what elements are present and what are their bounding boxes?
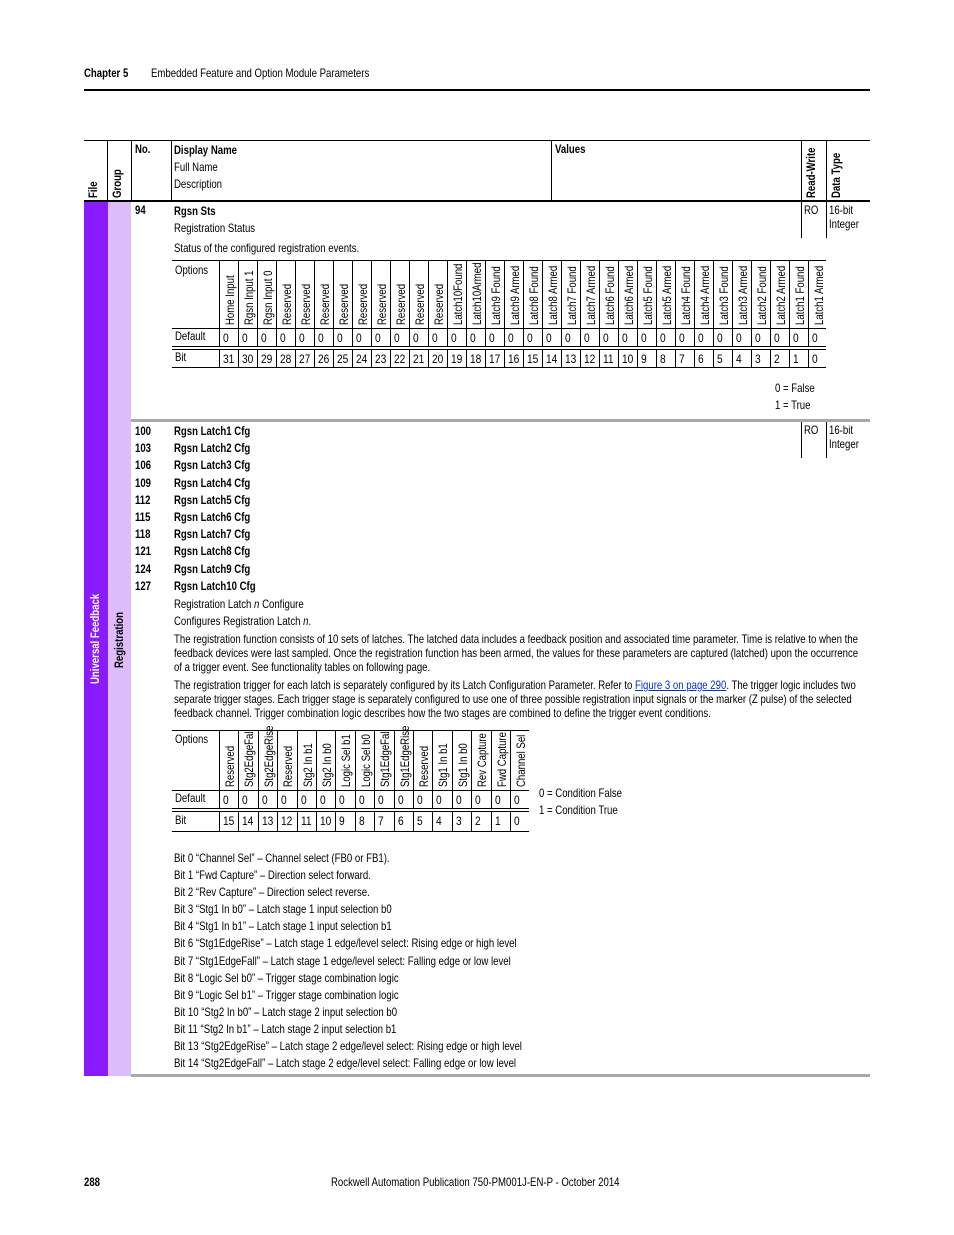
bit-cell: 11 [297, 812, 316, 831]
bit-note: Bit 11 “Stg2 In b1” – Latch stage 2 input selection b1 [174, 1021, 397, 1036]
param94-legend: 0 = False 1 = True [775, 381, 815, 412]
bit-cell: 3 [751, 350, 770, 367]
default-cell: 0 [599, 329, 618, 346]
param100-para1: The registration function consists of 10 sets of latches. The latched data includes a feedback position and associated time parameter. Time is relative to when the feedback devices were last sampled. Once the registration function has been armed, the values for these parameters are captured (latched) upon the occurrence of a trigger event. See functionality tables on following page. [174, 632, 859, 674]
option-header: Latch8 Found [523, 261, 542, 328]
bit-note: Bit 13 “Stg2EdgeRise” – Latch stage 2 edge/level select: Rising edge or high level [174, 1039, 522, 1054]
bit-cell: 6 [394, 812, 413, 831]
default-cell: 0 [808, 329, 827, 346]
bit-note: Bit 0 “Channel Sel” – Channel select (FB0 or FB1). [174, 851, 390, 865]
bit-cell: 12 [277, 812, 296, 831]
bit-cell: 29 [257, 350, 276, 367]
file-label: Universal Feedback [88, 593, 102, 684]
bit-cell: 11 [599, 350, 618, 367]
option-header: Channel Sel [510, 731, 529, 790]
default-cell: 0 [219, 791, 238, 808]
option-header: Stg1 In b0 [452, 731, 471, 790]
default-cell: 0 [428, 329, 447, 346]
option-header: Reserved [352, 261, 371, 328]
default-cell: 0 [238, 329, 257, 346]
option-header: Stg2 In b0 [316, 731, 335, 790]
param94-options-label: Options [175, 263, 209, 277]
default-cell: 0 [374, 791, 393, 808]
option-header: Rev Capture [471, 731, 490, 790]
option-header: Home Input [219, 261, 238, 328]
bit-note: Bit 1 “Fwd Capture” – Direction select forward. [174, 868, 371, 883]
bit-cell: 26 [314, 350, 333, 367]
col-no-header: No. [135, 142, 151, 156]
option-header: Logic Sel b1 [335, 731, 354, 790]
param-number: 100 [135, 424, 152, 438]
param-display-name: Rgsn Latch10 Cfg [174, 578, 256, 593]
table-bottom-rule [131, 1074, 870, 1077]
option-header: Latch6 Found [599, 261, 618, 328]
option-header: Reserved [371, 261, 390, 328]
publication-info: Rockwell Automation Publication 750-PM001J-EN-P - October 2014 [331, 1175, 620, 1189]
option-header: Reserved [295, 261, 314, 328]
option-header: Latch9 Found [485, 261, 504, 328]
default-cell: 0 [413, 791, 432, 808]
bit-cell: 15 [219, 812, 238, 831]
col-values-header: Values [555, 142, 586, 156]
option-header: Latch1 Found [789, 261, 808, 328]
default-cell: 0 [295, 329, 314, 346]
param-number: 127 [135, 578, 152, 593]
default-cell: 0 [510, 791, 529, 808]
bit-cell: 2 [471, 812, 490, 831]
bit-cell: 3 [452, 812, 471, 831]
bit-cell: 10 [618, 350, 637, 367]
option-header: Latch4 Found [675, 261, 694, 328]
bit-note: Bit 6 “Stg1EdgeRise” – Latch stage 1 edge/level select: Rising edge or high level [174, 936, 517, 951]
bit-cell: 0 [808, 350, 827, 367]
option-header: Stg1EdgeFall [374, 731, 393, 790]
figure-link[interactable]: Figure 3 on page 290 [635, 678, 727, 692]
option-header: Stg1EdgeRise [394, 731, 413, 790]
param-number: 103 [135, 441, 152, 456]
option-header: Fwd Capture [491, 731, 510, 790]
bit-cell: 23 [371, 350, 390, 367]
param-number: 109 [135, 475, 152, 490]
bit-cell: 17 [485, 350, 504, 367]
bit-cell: 24 [352, 350, 371, 367]
bit-cell: 1 [789, 350, 808, 367]
bit-cell: 21 [409, 350, 428, 367]
param-display-name: Rgsn Latch7 Cfg [174, 527, 251, 542]
default-cell: 0 [432, 791, 451, 808]
default-cell: 0 [277, 791, 296, 808]
bit-cell: 4 [432, 812, 451, 831]
param100-legend: 0 = Condition False 1 = Condition True [539, 786, 622, 817]
default-cell: 0 [523, 329, 542, 346]
option-header: Latch9 Armed [504, 261, 523, 328]
bit-cell: 14 [238, 812, 257, 831]
param-display-name: Rgsn Latch5 Cfg [174, 492, 251, 507]
default-cell: 0 [713, 329, 732, 346]
default-cell: 0 [561, 329, 580, 346]
param-display-name: Rgsn Latch6 Cfg [174, 510, 251, 525]
param100-description: Configures Registration Latch n. [174, 614, 312, 628]
bit-cell: 20 [428, 350, 447, 367]
bit-cell: 22 [390, 350, 409, 367]
bit-cell: 5 [713, 350, 732, 367]
option-header: Latch1 Armed [808, 261, 827, 328]
param94-bit-label: Bit [175, 350, 187, 364]
param-display-name: Rgsn Latch1 Cfg [174, 424, 251, 438]
option-header: Reserved [333, 261, 352, 328]
param-number: 115 [135, 510, 151, 525]
bit-cell: 6 [694, 350, 713, 367]
param100-options-label: Options [175, 732, 209, 746]
bit-cell: 15 [523, 350, 542, 367]
param100-fullname: Registration Latch n Configure [174, 597, 304, 611]
default-cell: 0 [276, 329, 295, 346]
option-header: Latch10Armed [466, 261, 485, 328]
bit-cell: 10 [316, 812, 335, 831]
default-cell: 0 [542, 329, 561, 346]
option-header: Reserved [219, 731, 238, 790]
col-name-header: Display Name Full Name Description [174, 143, 237, 191]
param-display-name: Rgsn Latch9 Cfg [174, 561, 251, 576]
param100-numbers [135, 423, 155, 595]
param94-datatype: 16-bit Integer [829, 203, 859, 231]
option-header: Reserved [314, 261, 333, 328]
option-header: Latch7 Armed [580, 261, 599, 328]
bit-cell: 16 [504, 350, 523, 367]
param100-default-label: Default [175, 791, 206, 805]
param-display-name: Rgsn Latch4 Cfg [174, 475, 251, 490]
option-header: Latch5 Armed [656, 261, 675, 328]
default-cell: 0 [504, 329, 523, 346]
bit-cell: 25 [333, 350, 352, 367]
bit-cell: 14 [542, 350, 561, 367]
page-number: 288 [84, 1175, 101, 1189]
col-group-header: Group [110, 169, 124, 198]
option-header: Latch3 Armed [732, 261, 751, 328]
bit-cell: 1 [491, 812, 510, 831]
default-cell: 0 [258, 791, 277, 808]
param100-para2: The registration trigger for each latch is separately configured by its Latch Configuration Parameter. Refer to Figure 3 on page 290. The trigger logic includes two separate trigger stages. Each trigger stage is separately configured to use one of three possible registration input signals or the marker (Z pulse) of the selected feedback channel. Trigger combination logic describes how the two stages are combined to define the trigger event conditions. [174, 678, 856, 720]
bit-note: Bit 10 “Stg2 In b0” – Latch stage 2 input selection b0 [174, 1004, 398, 1019]
option-header: Latch5 Found [637, 261, 656, 328]
option-header: Stg1 In b1 [432, 731, 451, 790]
default-cell: 0 [371, 329, 390, 346]
col-rw-header: Read-Write [804, 147, 818, 198]
bit-cell: 7 [675, 350, 694, 367]
default-cell: 0 [471, 791, 490, 808]
option-header: Latch4 Armed [694, 261, 713, 328]
param-number: 121 [135, 544, 152, 559]
option-header: Latch10Found [447, 261, 466, 328]
param100-datatype: 16-bit Integer [829, 423, 859, 451]
default-cell: 0 [618, 329, 637, 346]
default-cell: 0 [770, 329, 789, 346]
default-cell: 0 [491, 791, 510, 808]
option-header: Latch2 Found [751, 261, 770, 328]
option-header: Latch7 Found [561, 261, 580, 328]
param100-bit-notes [174, 850, 609, 1072]
chapter-title: Embedded Feature and Option Module Parameters [151, 66, 370, 80]
option-header: Reserved [409, 261, 428, 328]
bit-cell: 7 [374, 812, 393, 831]
default-cell: 0 [466, 329, 485, 346]
bit-cell: 30 [238, 350, 257, 367]
row-separator [131, 419, 870, 422]
param94-number: 94 [135, 203, 146, 217]
bit-cell: 13 [561, 350, 580, 367]
param-display-name: Rgsn Latch3 Cfg [174, 458, 251, 473]
bit-cell: 19 [447, 350, 466, 367]
param94-rw: RO [804, 203, 819, 217]
default-cell: 0 [580, 329, 599, 346]
default-cell: 0 [409, 329, 428, 346]
bit-note: Bit 9 “Logic Sel b1” – Trigger stage combination logic [174, 987, 399, 1002]
bit-note: Bit 2 “Rev Capture” – Direction select reverse. [174, 885, 370, 900]
param100-names [174, 423, 276, 595]
col-file-header: File [86, 181, 100, 198]
default-cell: 0 [390, 329, 409, 346]
param100-bit-label: Bit [175, 813, 187, 827]
default-cell: 0 [335, 791, 354, 808]
bit-cell: 2 [770, 350, 789, 367]
default-cell: 0 [238, 791, 257, 808]
bit-cell: 31 [219, 350, 238, 367]
default-cell: 0 [352, 329, 371, 346]
option-header: Stg2 In b1 [297, 731, 316, 790]
bit-cell: 13 [258, 812, 277, 831]
param100-rw: RO [804, 423, 819, 437]
default-cell: 0 [394, 791, 413, 808]
col-datatype-header: Data Type [829, 152, 843, 198]
bit-note: Bit 14 “Stg2EdgeFall” – Latch stage 2 edge/level select: Falling edge or low level [174, 1056, 517, 1071]
group-label: Registration [112, 611, 126, 668]
default-cell: 0 [656, 329, 675, 346]
bit-note: Bit 4 “Stg1 In b1” – Latch stage 1 input selection b1 [174, 919, 392, 934]
bit-cell: 12 [580, 350, 599, 367]
option-header: Reserved [276, 261, 295, 328]
option-header: Latch6 Armed [618, 261, 637, 328]
param-number: 124 [135, 561, 152, 576]
default-cell: 0 [732, 329, 751, 346]
option-header: Latch2 Armed [770, 261, 789, 328]
header-rule [84, 89, 870, 91]
default-cell: 0 [219, 329, 238, 346]
option-header: Rgsn Input 0 [257, 261, 276, 328]
param-number: 118 [135, 527, 151, 542]
bit-cell: 5 [413, 812, 432, 831]
default-cell: 0 [694, 329, 713, 346]
default-cell: 0 [316, 791, 335, 808]
bit-cell: 8 [355, 812, 374, 831]
bit-cell: 28 [276, 350, 295, 367]
default-cell: 0 [485, 329, 504, 346]
default-cell: 0 [355, 791, 374, 808]
default-cell: 0 [789, 329, 808, 346]
bit-note: Bit 7 “Stg1EdgeFall” – Latch stage 1 edge/level select: Falling edge or low level [174, 953, 511, 968]
param-display-name: Rgsn Latch8 Cfg [174, 544, 251, 559]
table-top-rule [84, 140, 870, 141]
option-header: Reserved [413, 731, 432, 790]
bit-cell: 4 [732, 350, 751, 367]
option-header: Reserved [428, 261, 447, 328]
default-cell: 0 [675, 329, 694, 346]
default-cell: 0 [637, 329, 656, 346]
bit-note: Bit 3 “Stg1 In b0” – Latch stage 1 input selection b0 [174, 902, 392, 917]
default-cell: 0 [297, 791, 316, 808]
default-cell: 0 [257, 329, 276, 346]
param-number: 112 [135, 492, 151, 507]
option-header: Stg2EdgeRise [258, 731, 277, 790]
default-cell: 0 [333, 329, 352, 346]
param94-default-label: Default [175, 329, 206, 343]
option-header: Reserved [390, 261, 409, 328]
default-cell: 0 [314, 329, 333, 346]
param94-names: Rgsn Sts Registration Status Status of the configured registration events. [174, 204, 360, 255]
option-header: Latch3 Found [713, 261, 732, 328]
bit-cell: 0 [510, 812, 529, 831]
chapter-label: Chapter 5 [84, 66, 129, 80]
default-cell: 0 [447, 329, 466, 346]
bit-cell: 9 [335, 812, 354, 831]
option-header: Rgsn Input 1 [238, 261, 257, 328]
default-cell: 0 [452, 791, 471, 808]
default-cell: 0 [751, 329, 770, 346]
bit-cell: 27 [295, 350, 314, 367]
param-number: 106 [135, 458, 152, 473]
param-display-name: Rgsn Latch2 Cfg [174, 441, 251, 456]
bit-note: Bit 8 “Logic Sel b0” – Trigger stage combination logic [174, 970, 399, 985]
bit-cell: 18 [466, 350, 485, 367]
bit-cell: 9 [637, 350, 656, 367]
option-header: Stg2EdgeFall [238, 731, 257, 790]
bit-cell: 8 [656, 350, 675, 367]
option-header: Reserved [277, 731, 296, 790]
option-header: Logic Sel b0 [355, 731, 374, 790]
option-header: Latch8 Armed [542, 261, 561, 328]
